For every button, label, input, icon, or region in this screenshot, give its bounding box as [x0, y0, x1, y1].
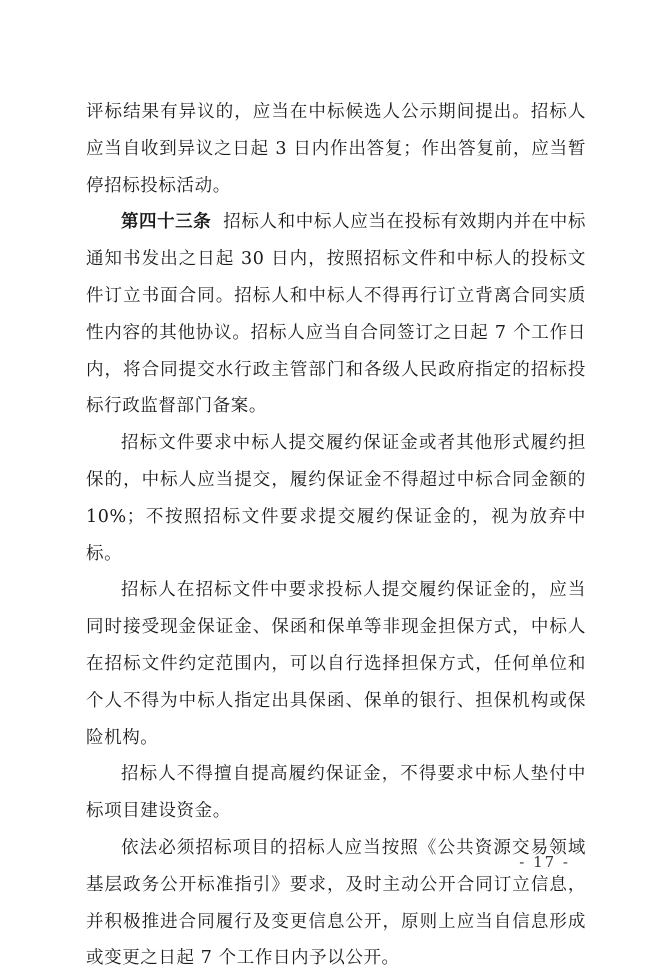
paragraph-2 [86, 204, 586, 425]
paragraph-3 [86, 425, 586, 572]
paragraph-2-text: 招标人和中标人应当在投标有效期内并在中标通知书发出之日起 30 日内，按照招标文件和中标人的投标文件订立书面合同。招标人和中标人不得再行订立背离合同实质性内容的其他协议。招标人应当自合同签订之日起 7 个工作日内，将合同提交水行政主管部门和各级人民政府指定的招标投标行政监督部门备案。 [86, 212, 587, 417]
paragraph-1-text: 评标结果有异议的，应当在中标候选人公示期间提出。招标人应当自收到异议之日起 3 日内作出答复；作出答复前，应当暂停招标投标活动。 [86, 102, 586, 196]
page-number: - 17 - [519, 853, 570, 871]
document-body [86, 94, 586, 977]
paragraph-6-text: 依法必须招标项目的招标人应当按照《公共资源交易领域基层政务公开标准指引》要求，及时主动公开合同订立信息，并积极推进合同履行及变更信息公开，原则上应当自信息形成或变更之日起 7 个工作日内予以公开。 [86, 837, 586, 969]
paragraph-5-text: 招标人不得擅自提高履约保证金，不得要求中标人垫付中标项目建设资金。 [86, 764, 586, 822]
paragraph-5 [86, 756, 586, 830]
paragraph-4 [86, 572, 586, 756]
article-number: 第四十三条 [121, 212, 212, 233]
paragraph-3-text: 招标文件要求中标人提交履约保证金或者其他形式履约担保的，中标人应当提交，履约保证金不得超过中标合同金额的 10%；不按照招标文件要求提交履约保证金的，视为放弃中标。 [86, 433, 586, 564]
paragraph-1 [86, 94, 586, 204]
paragraph-6 [86, 830, 586, 977]
paragraph-4-text: 招标人在招标文件中要求投标人提交履约保证金的，应当同时接受现金保证金、保函和保单等非现金担保方式，中标人在招标文件约定范围内，可以自行选择担保方式，任何单位和个人不得为中标人指定出具保函、保单的银行、担保机构或保险机构。 [86, 580, 586, 748]
